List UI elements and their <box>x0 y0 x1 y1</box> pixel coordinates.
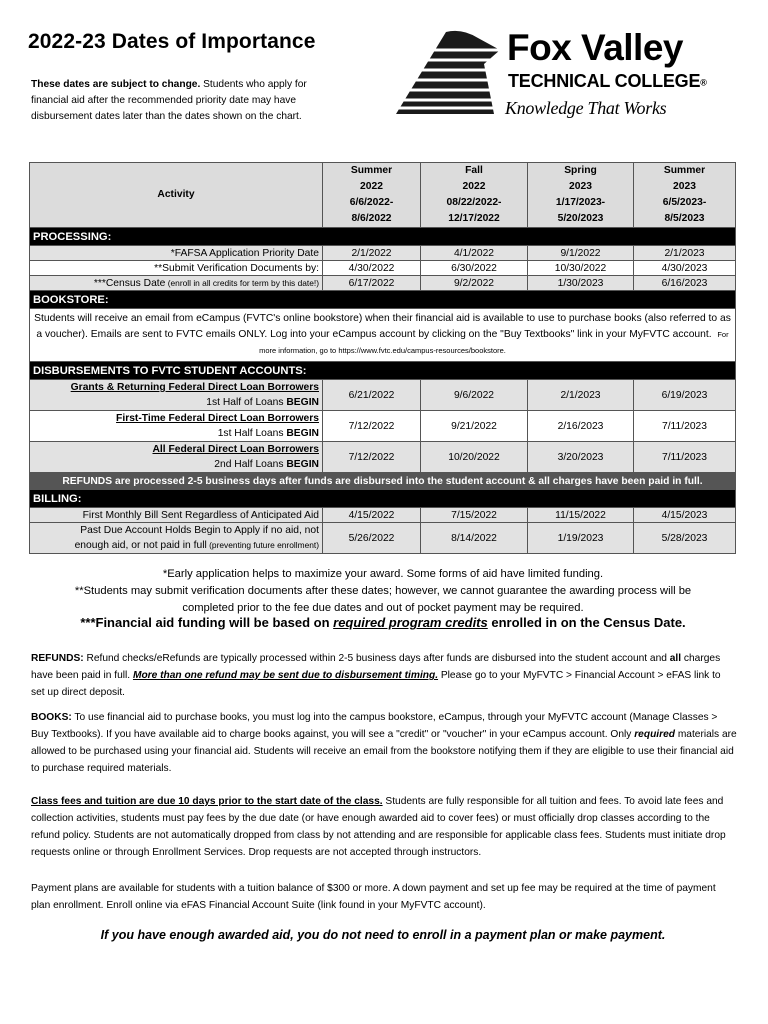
table-row: **Submit Verification Documents by: 4/30/2022 6/30/2022 10/30/2022 4/30/2023 <box>30 261 736 276</box>
fox-logo-icon <box>392 28 504 120</box>
section-disbursements: DISBURSEMENTS TO FVTC STUDENT ACCOUNTS: <box>30 362 736 380</box>
bookstore-note-row: Students will receive an email from eCampus (FVTC's online bookstore) when their financial aid is available to use to purchase books (also referred to as a voucher). Emails are sent to FVTC emails ONLY. Log into your eCampus account by clicking on the "Buy Textbooks" link in your MyFVTC account. For more information, go to https://www.fvtc.edu/campus-resources/bookstore. <box>30 309 736 362</box>
table-row: First Monthly Bill Sent Regardless of Anticipated Aid 4/15/2022 7/15/2022 11/15/2022 4/15/2023 <box>30 508 736 523</box>
section-bookstore: BOOKSTORE: <box>30 291 736 309</box>
table-row: ***Census Date (enroll in all credits for term by this date!) 6/17/2022 9/2/2022 1/30/2023 6/16/2023 <box>30 276 736 291</box>
header-spring-2023: Spring 2023 1/17/2023- 5/20/2023 <box>528 163 634 228</box>
table-row: All Federal Direct Loan Borrowers 2nd Half Loans BEGIN 7/12/2022 10/20/2022 3/20/2023 7/11/2023 <box>30 442 736 473</box>
table-row: Grants & Returning Federal Direct Loan Borrowers 1st Half of Loans BEGIN 6/21/2022 9/6/2022 2/1/2023 6/19/2023 <box>30 380 736 411</box>
header-summer-2023: Summer 2023 6/5/2023- 8/5/2023 <box>634 163 736 228</box>
header-fall-2022: Fall 2022 08/22/2022- 12/17/2022 <box>421 163 528 228</box>
table-row: Past Due Account Holds Begin to Apply if no aid, not enough aid, or not paid in full (preventing future enrollment) 5/26/2022 8/14/2022 1/19/2023 5/28/2023 <box>30 523 736 554</box>
logo-subname: TECHNICAL COLLEGE® <box>508 71 707 91</box>
footnotes: *Early application helps to maximize your award. Some forms of aid have limited funding. **Students may submit verification documents after these dates; however, we cannot guarantee the awarding process will be completed prior to the fee due dates and out of pocket payment may be required. <box>74 568 692 614</box>
intro-rest: Students who apply for financial aid after the recommended priority date may have disbursement dates later than the dates shown on the chart. <box>31 79 307 122</box>
refunds-paragraph: REFUNDS: Refund checks/eRefunds are typically processed within 2-5 business days after funds are disbursed into the student account and all charges have been paid in full. More than one refund may be sent due to disbursement timing. Please go to your MyFVTC > Financial Account > eFAS link to set up direct deposit. <box>31 653 721 698</box>
college-logo <box>392 28 747 123</box>
payment-plan-paragraph: Payment plans are available for students with a tuition balance of $300 or more. A down payment and set up fee may be required at the time of payment plan enrollment. Enroll online via eFAS Financial Account Suite (link found in your MyFVTC account). <box>31 883 716 911</box>
intro-text <box>31 77 331 125</box>
census-note: ***Financial aid funding will be based on required program credits enrolled in on the Census Date. <box>80 615 686 630</box>
section-processing: PROCESSING: <box>30 228 736 246</box>
intro-bold: These dates are subject to change. <box>31 79 201 90</box>
header-activity: Activity <box>30 163 323 228</box>
table-row: First-Time Federal Direct Loan Borrowers 1st Half Loans BEGIN 7/12/2022 9/21/2022 2/16/2023 7/11/2023 <box>30 411 736 442</box>
books-paragraph: BOOKS: To use financial aid to purchase books, you must log into the campus bookstore, eCampus, through your MyFVTC account (Manage Classes > Buy Textbooks). If you have available aid to charge books against, you will see a "credit" or "voucher" in your eCampus account. Only required materials are allowed to be purchased using your financial aid. Students will receive an email from the bookstore notifying them if they are eligible to use their financial aid to purchase required materials. <box>31 712 737 774</box>
table-row: *FAFSA Application Priority Date 2/1/2022 4/1/2022 9/1/2022 2/1/2023 <box>30 246 736 261</box>
closing-note: If you have enough awarded aid, you do not need to enroll in a payment plan or make payment. <box>100 928 666 942</box>
logo-tagline: Knowledge That Works <box>505 98 667 118</box>
logo-name: Fox Valley <box>507 27 683 68</box>
header-summer-2022: Summer 2022 6/6/2022- 8/6/2022 <box>323 163 421 228</box>
fees-paragraph: Class fees and tuition are due 10 days prior to the start date of the class. Students are fully responsible for all tuition and fees. To avoid late fees and collection activities, students must pay fees by the due date (or have enough awarded aid to cover fees) or must officially drop classes according to the refund policy. Students are not automatically dropped from class by not attending and are responsible for applicable class fees. Students must initiate drop requests online or through Enrollment Services. Drop requests are not accepted through instructors. <box>31 796 726 858</box>
page-title: 2022-23 Dates of Importance <box>28 30 316 53</box>
table-header-row <box>30 163 736 228</box>
dates-table <box>29 162 736 554</box>
section-billing: BILLING: <box>30 490 736 508</box>
refund-notice-bar: REFUNDS are processed 2-5 business days after funds are disbursed into the student account & all charges have been paid in full. <box>30 473 736 490</box>
